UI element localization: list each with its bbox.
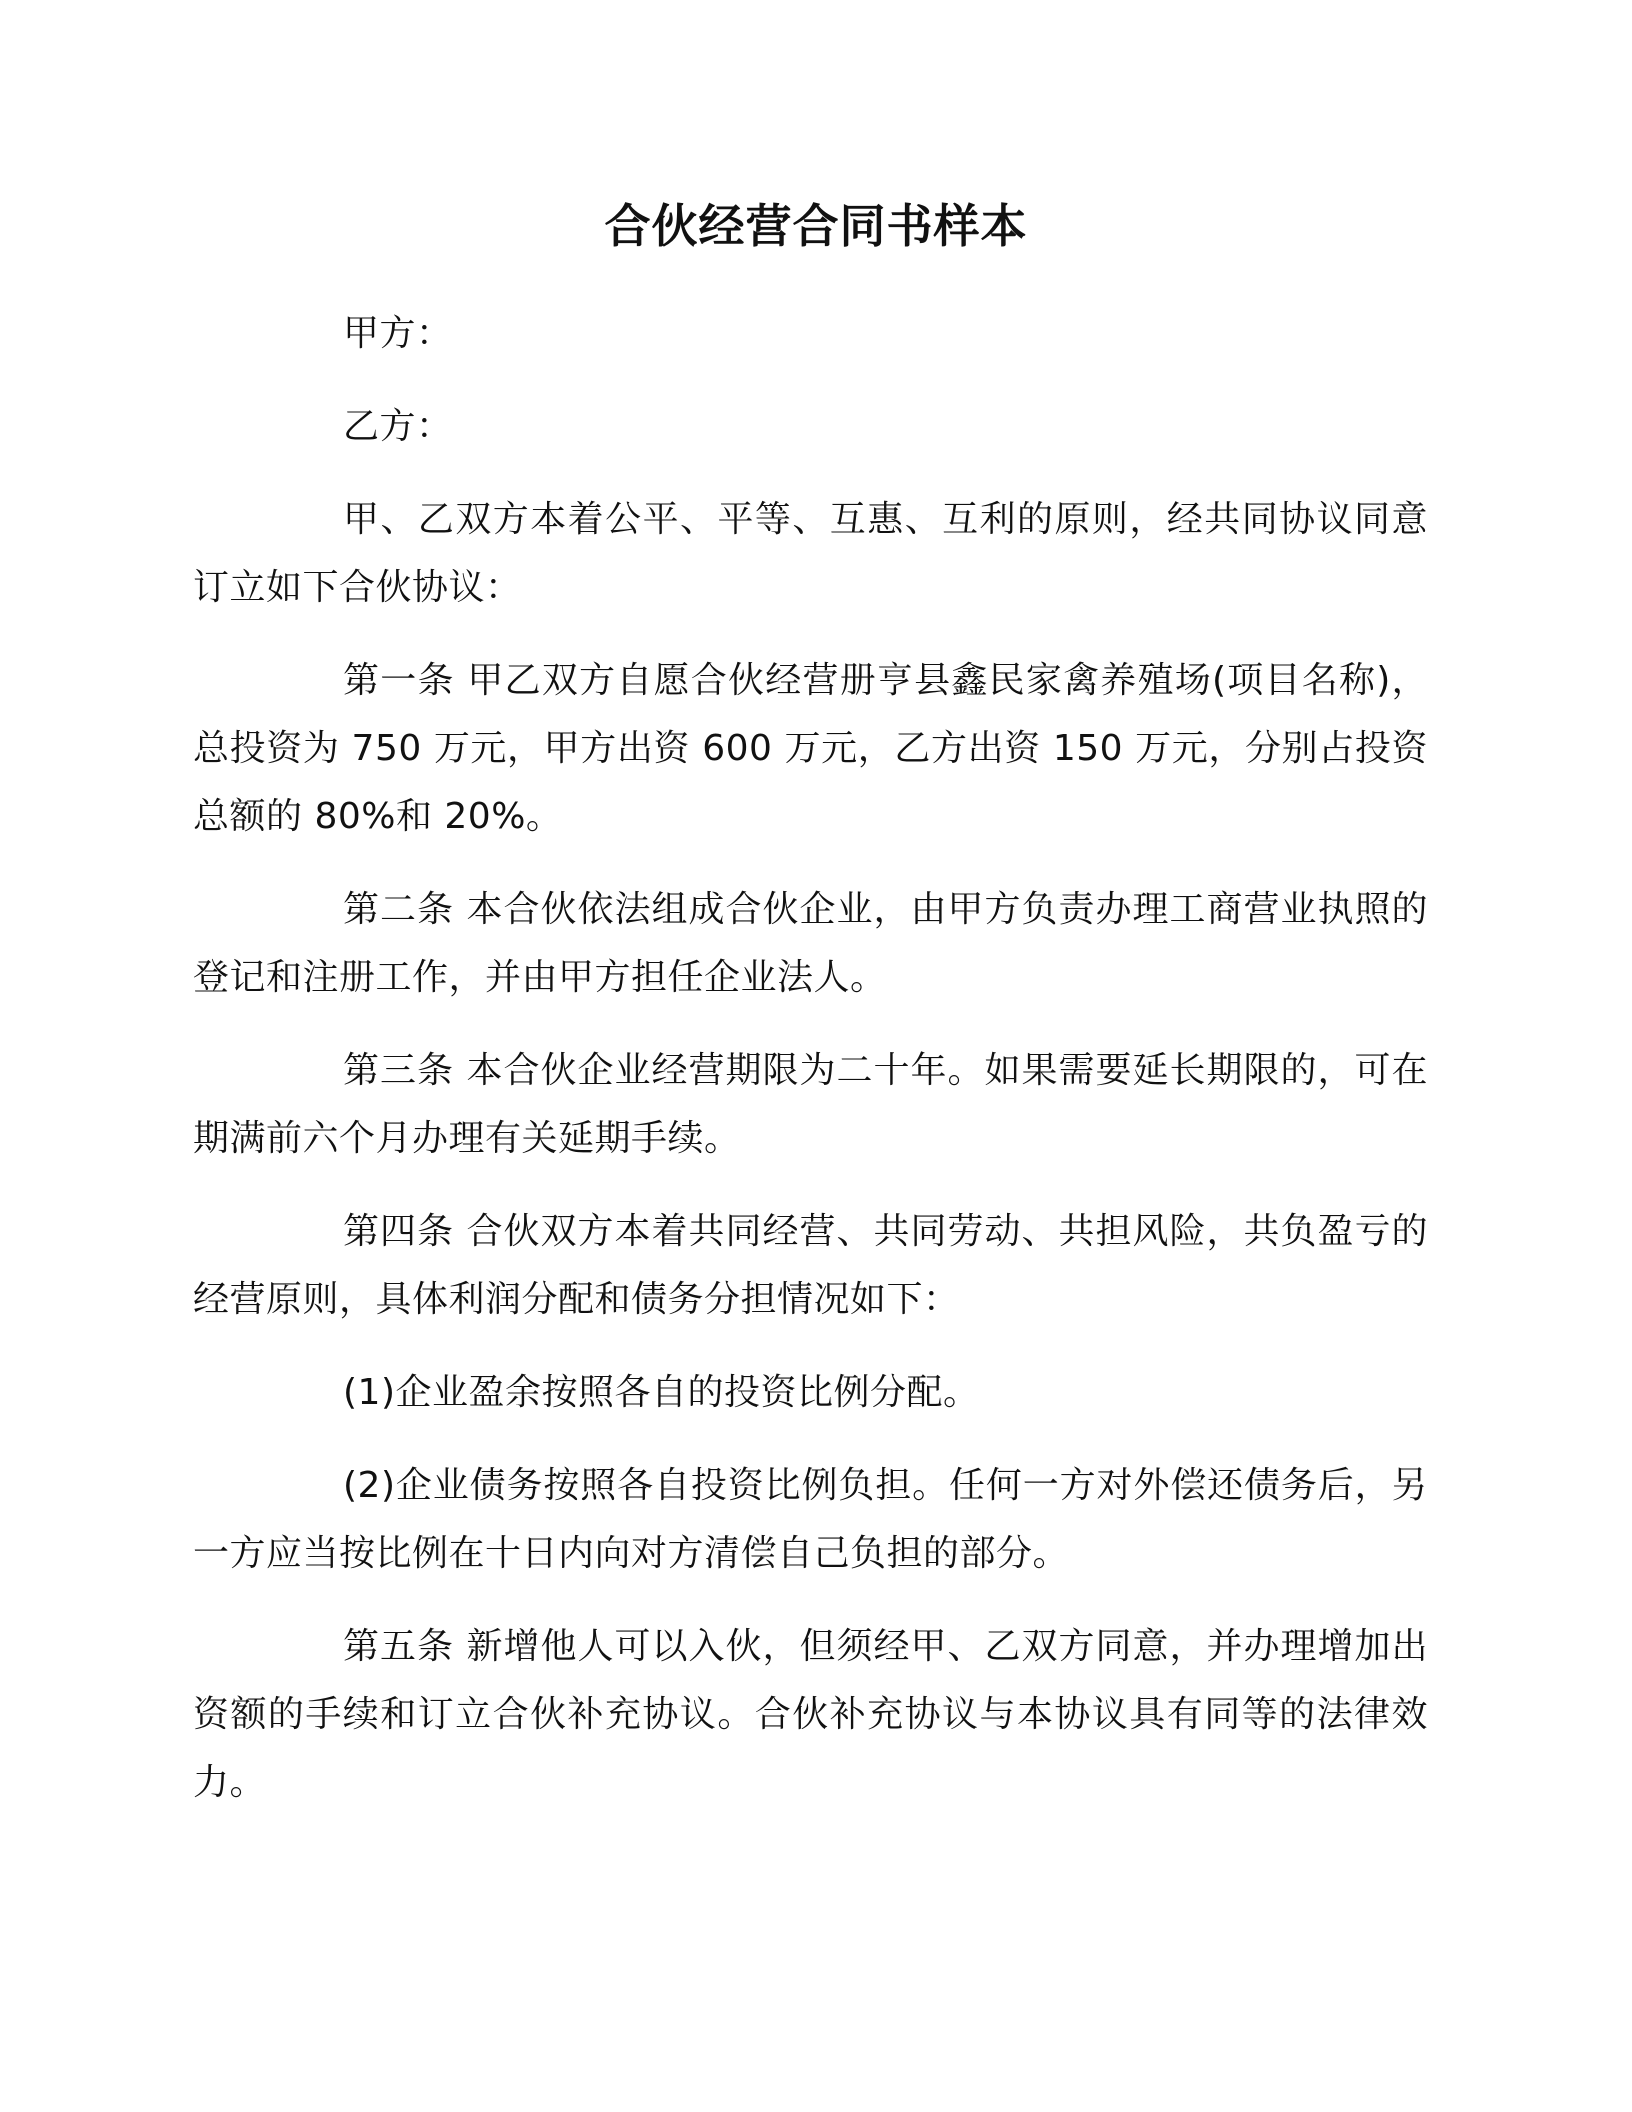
article-2-paragraph: 第二条 本合伙依法组成合伙企业，由甲方负责办理工商营业执照的登记和注册工作，并由甲方担任企业法人。 xyxy=(193,889,1428,998)
article-1-paragraph: 第一条 甲乙双方自愿合伙经营册亨县鑫民家禽养殖场(项目名称)，总投资为 750 万元，甲方出资 600 万元，乙方出资 150 万元，分别占投资总额的 80%和 20%。 xyxy=(193,660,1428,837)
article-4-item-1: (1)企业盈余按照各自的投资比例分配。 xyxy=(343,1372,980,1413)
document-body xyxy=(193,300,1428,1842)
document-title: 合伙经营合同书样本 xyxy=(604,199,1028,253)
article-4-paragraph: 第四条 合伙双方本着共同经营、共同劳动、共担风险，共负盈亏的经营原则，具体利润分配和债务分担情况如下： xyxy=(193,1211,1428,1320)
party-b-line: 乙方： xyxy=(343,406,453,447)
party-a-line: 甲方： xyxy=(343,313,453,354)
article-4-item-2: (2)企业债务按照各自投资比例负担。任何一方对外偿还债务后，另一方应当按比例在十日内向对方清偿自己负担的部分。 xyxy=(193,1465,1428,1574)
preamble-paragraph: 甲、乙双方本着公平、平等、互惠、互利的原则，经共同协议同意订立如下合伙协议： xyxy=(193,499,1428,608)
article-5-paragraph: 第五条 新增他人可以入伙，但须经甲、乙双方同意，并办理增加出资额的手续和订立合伙补充协议。合伙补充协议与本协议具有同等的法律效力。 xyxy=(193,1626,1428,1803)
article-3-paragraph: 第三条 本合伙企业经营期限为二十年。如果需要延长期限的，可在期满前六个月办理有关延期手续。 xyxy=(193,1050,1428,1159)
